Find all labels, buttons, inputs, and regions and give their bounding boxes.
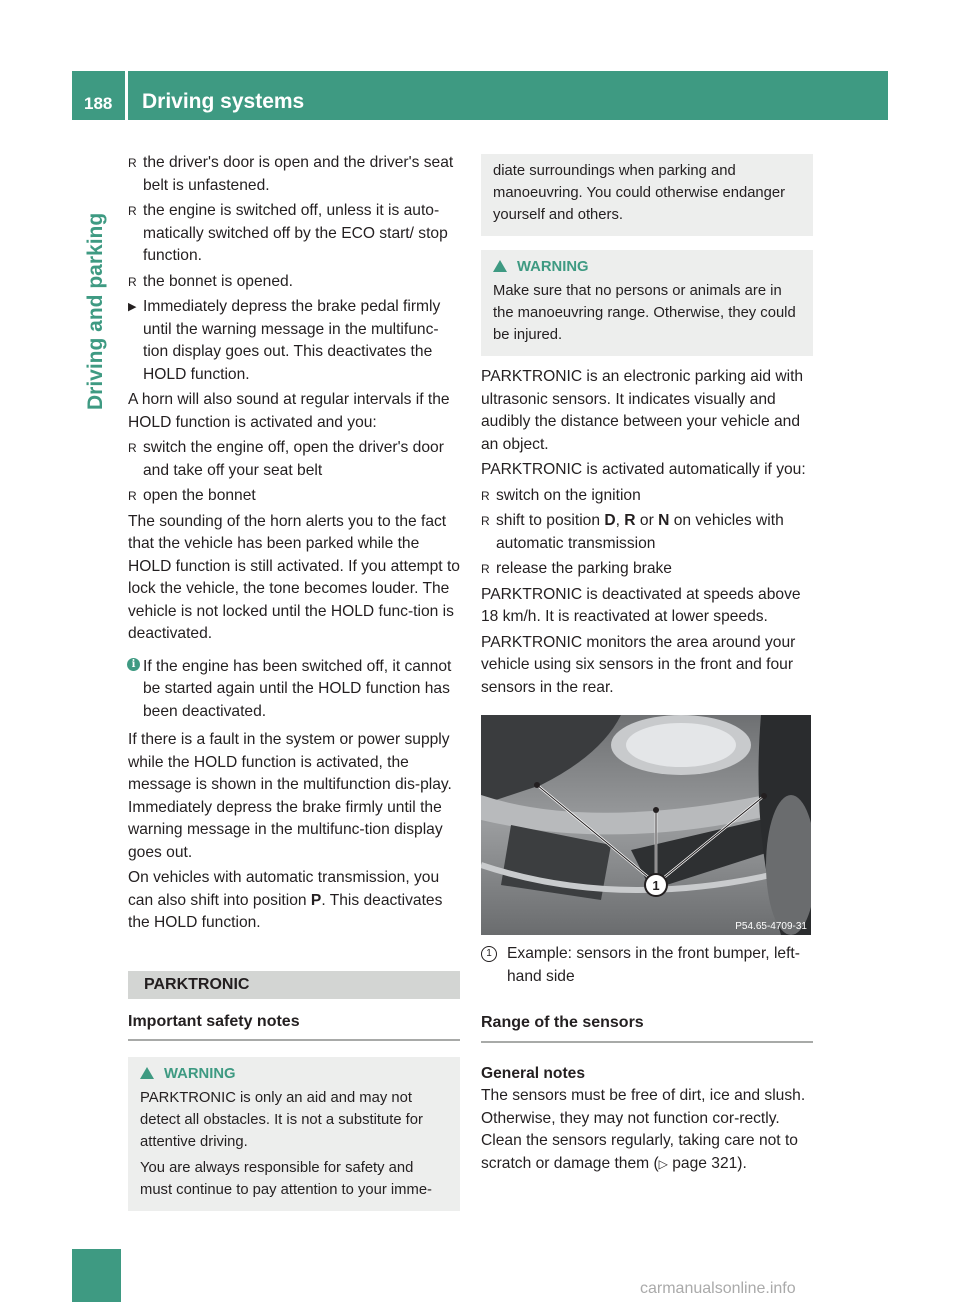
callout-marker: 1 [481, 946, 497, 962]
section-band: PARKTRONIC [128, 971, 460, 999]
paragraph: If there is a fault in the system or power supply while the HOLD function is activated, the message is shown in the multifunction dis-play. Immediately depress the brake firmly until the warning message in the multifunc-tion display goes out. [128, 731, 452, 861]
warning-box [128, 1057, 460, 1211]
info-icon: i [127, 658, 140, 671]
paragraph: PARKTRONIC is an electronic parking aid with ultrasonic sensors. It indicates visually and audibly the distance between your vehicle and an object. [481, 368, 804, 453]
watermark: carmanualsonline.info [640, 1280, 796, 1297]
header-divider [125, 71, 128, 120]
page-ref-arrow-icon: ▷ [658, 1156, 668, 1171]
warning-text: Make sure that no persons or animals are in the manoeuvring range. Otherwise, they could be injured. [493, 283, 796, 343]
warning-icon [140, 1067, 154, 1079]
page-reference-link: page 321 [672, 1154, 738, 1172]
warning-box-continued [481, 154, 813, 236]
bumper-illustration [481, 715, 811, 935]
subheading: Range of the sensors [481, 1012, 813, 1043]
warning-icon [493, 260, 507, 272]
paragraph: The sounding of the horn alerts you to the fact that the vehicle has been parked while the HOLD function is still activated. If you attempt to lock the vehicle, the tone becomes louder. The vehicle is not locked until the HOLD func-tion is deactivated. [128, 512, 460, 642]
list-item: R the bonnet is opened. [128, 271, 460, 294]
paragraph: On vehicles with automatic transmission, you can also shift into position P. This deactivates the HOLD function. [128, 869, 443, 931]
bullet-marker: R [128, 441, 137, 455]
list-item: R switch the engine off, open the driver's door and take off your seat belt [128, 439, 444, 479]
right-column [481, 152, 813, 1178]
warning-title: WARNING [140, 1063, 448, 1085]
action-arrow-icon: ▶ [128, 301, 137, 313]
photo-code: P54.65-4709-31 [735, 921, 807, 932]
bullet-marker: R [128, 274, 137, 289]
info-note: i If the engine has been switched off, it cannot be started again until the HOLD function has been deactivated. [128, 656, 460, 724]
bullet-marker: R [481, 562, 490, 576]
bullet-marker: R [128, 489, 137, 503]
page-number: 188 [84, 94, 113, 113]
side-block [72, 1249, 121, 1302]
list-item: R the driver's door is open and the driver's seat belt is unfastened. [128, 154, 454, 194]
paragraph: PARKTRONIC monitors the area around your vehicle using six sensors in the front and four sensors in the rear. [481, 633, 796, 696]
list-item: R switch on the ignition [481, 485, 813, 508]
paragraph: A horn will also sound at regular intervals if the HOLD function is activated and you: [128, 391, 450, 431]
list-item: R shift to position D, R or N on vehicles with automatic transmission [481, 512, 784, 552]
side-label: Driving and parking [84, 212, 107, 410]
list-item: R the engine is switched off, unless it is auto-matically switched off by the ECO start/ stop function. [128, 202, 448, 264]
bullet-marker: R [481, 488, 490, 503]
warning-text: PARKTRONIC is only an aid and may not detect all obstacles. It is not a substitute for attentive driving. [140, 1090, 423, 1150]
action-item: ▶ Immediately depress the brake pedal firmly until the warning message in the multifunc-tion display goes out. This deactivates the HOLD function. [128, 298, 441, 383]
bullet-marker: R [128, 156, 137, 170]
list-item: R open the bonnet [128, 485, 460, 508]
warning-box [481, 250, 813, 356]
warning-title: WARNING [493, 256, 801, 278]
paragraph: The sensors must be free of dirt, ice and slush. Otherwise, they may not function cor-rectly. Clean the sensors regularly, taking care not to scratch or damage them (▷ page 321). [481, 1087, 806, 1172]
left-column [128, 152, 460, 1211]
paragraph: PARKTRONIC is activated automatically if you: [481, 461, 806, 478]
subheading: Important safety notes [128, 1011, 460, 1042]
warning-text: You are always responsible for safety and must continue to pay attention to your imme- [140, 1160, 432, 1198]
warning-text: diate surroundings when parking and manoeuvring. You could otherwise endanger yourself and others. [493, 163, 786, 223]
callout-number: 1 [652, 878, 660, 893]
bullet-marker: R [128, 204, 137, 218]
bullet-marker: R [481, 514, 490, 528]
figure-caption: 1 Example: sensors in the front bumper, left-hand side [481, 943, 813, 988]
section-title: Driving systems [142, 90, 305, 113]
minor-heading: General notes [481, 1064, 585, 1082]
list-item: R release the parking brake [481, 558, 813, 581]
paragraph: PARKTRONIC is deactivated at speeds above 18 km/h. It is reactivated at lower speeds. [481, 585, 801, 625]
bumper-photo [481, 715, 811, 935]
